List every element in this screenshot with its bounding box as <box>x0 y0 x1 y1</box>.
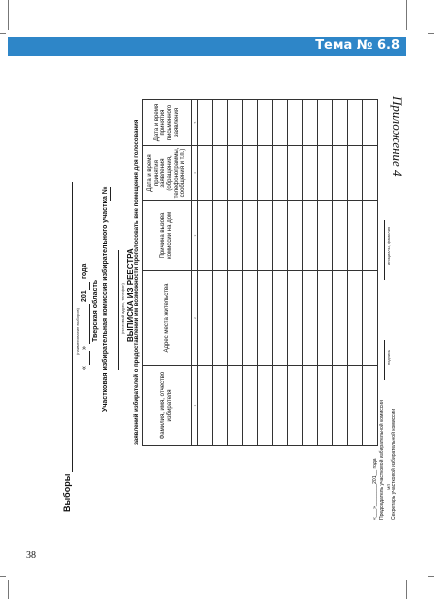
table-row <box>213 100 228 446</box>
table-cell <box>303 201 318 271</box>
table-row <box>243 100 258 446</box>
registry-table <box>142 99 378 446</box>
table-cell <box>243 146 258 201</box>
table-cell <box>348 201 363 271</box>
table-row <box>198 100 213 446</box>
table-cell <box>348 100 363 146</box>
table-cell <box>198 201 213 271</box>
crop-mark <box>406 580 407 599</box>
table-row <box>318 100 333 446</box>
table-cell <box>273 201 288 271</box>
table-cell <box>303 366 318 446</box>
table-cell <box>243 201 258 271</box>
table-row <box>303 100 318 446</box>
table-cell <box>288 100 303 146</box>
chairman-name-line <box>384 220 385 280</box>
registry-extract-form <box>60 100 396 520</box>
table-row <box>363 100 378 446</box>
column-number: 3 <box>192 201 198 271</box>
date-year-word: года <box>81 263 88 279</box>
table-row <box>273 100 288 446</box>
elections-label: Выборы <box>62 473 72 512</box>
table-cell <box>318 271 333 366</box>
date-quote-open: « <box>81 366 88 370</box>
mp-label: МП <box>386 483 391 490</box>
crop-mark <box>428 576 434 577</box>
table-cell <box>303 271 318 366</box>
column-number: 5 <box>192 100 198 146</box>
table-cell <box>258 146 273 201</box>
address-underline <box>118 250 119 370</box>
table-cell <box>258 271 273 366</box>
table-cell <box>228 100 243 146</box>
table-row <box>333 100 348 446</box>
table-cell <box>333 271 348 366</box>
region-label: Тверская область <box>92 279 99 342</box>
table-cell <box>243 100 258 146</box>
table-cell <box>228 366 243 446</box>
table-cell <box>363 100 378 146</box>
table-cell <box>318 100 333 146</box>
table-cell <box>273 366 288 446</box>
table-cell <box>273 100 288 146</box>
column-number: 2 <box>192 271 198 366</box>
crop-mark <box>0 576 6 577</box>
table-cell <box>333 100 348 146</box>
table-cell <box>348 271 363 366</box>
form-subtitle: заявлений избирателей о предоставлении им возможности проголосовать вне помещения для голосования <box>134 119 140 445</box>
crop-mark <box>8 0 9 30</box>
table-cell <box>258 201 273 271</box>
table-row <box>348 100 363 446</box>
table-cell <box>318 366 333 446</box>
table-cell <box>333 146 348 201</box>
table-cell <box>228 271 243 366</box>
chairman-signature-line <box>384 340 385 380</box>
table-row <box>258 100 273 446</box>
column-number: 4 <box>192 146 198 201</box>
table-cell <box>198 146 213 201</box>
table-row <box>228 100 243 446</box>
table-cell <box>273 146 288 201</box>
table-cell <box>348 366 363 446</box>
table-row <box>288 100 303 446</box>
form-title: ВЫПИСКА ИЗ РЕЕСТРА <box>126 248 135 342</box>
table-cell <box>363 201 378 271</box>
table-cell <box>228 201 243 271</box>
table-cell <box>228 146 243 201</box>
appendix-label: Приложение 4 <box>390 96 405 177</box>
table-cell <box>363 366 378 446</box>
table-cell <box>213 100 228 146</box>
table-cell <box>273 271 288 366</box>
date-quote-close: » <box>81 346 88 350</box>
crop-mark <box>0 33 6 34</box>
chairman-label: Председатель участковой избирательной комиссии <box>379 400 385 520</box>
page-number: 38 <box>26 550 36 561</box>
table-cell <box>363 271 378 366</box>
topic-label: Тема № 6.8 <box>315 38 400 53</box>
chairman-name-caption: инициалы, фамилия <box>386 226 391 265</box>
column-header-reason: Причина вызова комиссии на дом <box>143 201 192 271</box>
table-cell <box>333 366 348 446</box>
table-cell <box>213 146 228 201</box>
commission-number-underline <box>110 187 111 201</box>
date-month-underline <box>89 304 90 344</box>
column-header-name: Фамилия, имя, отчество избирателя <box>143 366 192 446</box>
crop-mark <box>428 33 434 34</box>
table-cell <box>303 146 318 201</box>
table-cell <box>288 271 303 366</box>
table-cell <box>213 201 228 271</box>
table-cell <box>288 201 303 271</box>
footer-date: «___»________201__ года <box>372 458 378 520</box>
column-header-written-request-time: Дата и время принятия письменного заявления <box>143 100 192 146</box>
elections-underline <box>72 182 73 472</box>
table-cell <box>318 146 333 201</box>
column-header-request-time: Дата и время принятия заявления (обращения, телефонограммы, сообщения и т.п.) <box>143 146 192 201</box>
table-cell <box>213 271 228 366</box>
elections-caption: (наименование выборов) <box>75 308 80 355</box>
chairman-signature-caption: подпись <box>386 349 391 365</box>
table-cell <box>198 271 213 366</box>
crop-mark <box>8 580 9 599</box>
topic-badge <box>8 37 406 56</box>
address-caption: (почтовый адрес, телефон) <box>120 283 125 334</box>
date-year-underline <box>89 282 90 290</box>
table-cell <box>258 366 273 446</box>
table-cell <box>318 201 333 271</box>
table-cell <box>243 366 258 446</box>
commission-line: Участковая избирательная комиссия избирательного участка № <box>102 186 109 412</box>
table-cell <box>348 146 363 201</box>
table-header-row <box>143 100 192 446</box>
secretary-label: Секретарь участковой избирательной комиссии <box>391 408 397 520</box>
column-header-address: Адрес места жительства <box>143 271 192 366</box>
date-day-underline <box>89 351 90 365</box>
footer-date-year: 201__ года <box>372 458 378 484</box>
table-cell <box>243 271 258 366</box>
table-cell <box>303 100 318 146</box>
date-year: 201 <box>81 290 88 302</box>
table-cell <box>288 366 303 446</box>
table-cell <box>198 366 213 446</box>
table-cell <box>198 100 213 146</box>
table-cell <box>213 366 228 446</box>
column-number: 1 <box>192 366 198 446</box>
table-cell <box>333 201 348 271</box>
table-cell <box>258 100 273 146</box>
table-cell <box>363 146 378 201</box>
crop-mark <box>406 0 407 30</box>
table-cell <box>288 146 303 201</box>
